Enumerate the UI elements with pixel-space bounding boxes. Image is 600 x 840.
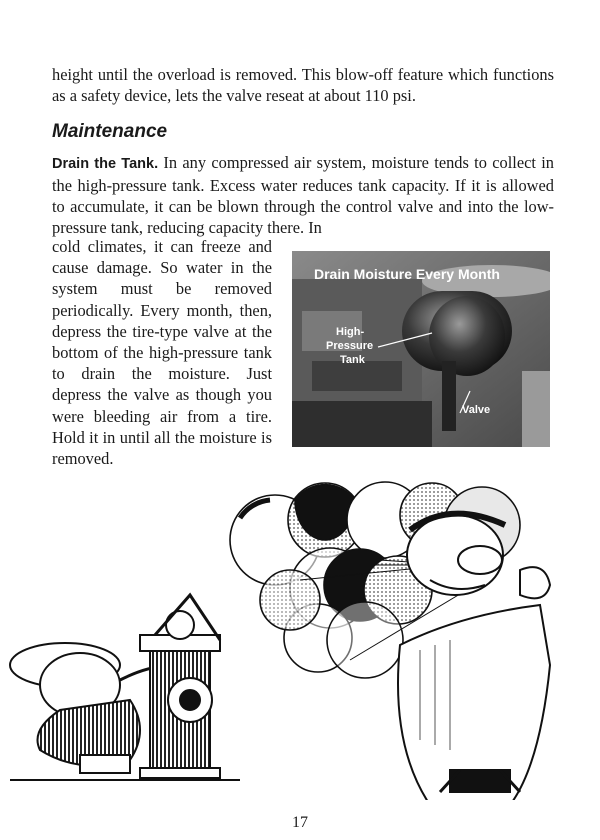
tank-photo-image: [292, 251, 550, 447]
photo-label-tank-1: High-: [336, 326, 365, 338]
photo-label-valve: Valve: [462, 404, 491, 416]
lead-in: Drain the Tank.: [52, 156, 159, 172]
photo-caption: Drain Moisture Every Month: [314, 266, 500, 282]
photo-label-tank-2: Pressure: [326, 340, 374, 352]
section-heading: Maintenance: [52, 121, 168, 142]
drain-text: In any compressed air system, moisture tends to collect in the high-pressure tank. Excess water reduces tank capacity. If it is allowed to accumulate, it can be blown through the control valve and into the low-pressure tank, reducing capacity there. In: [52, 153, 554, 237]
intro-paragraph: height until the overload is removed. This blow-off feature which functions as a safety device, lets the valve reseat at about 110 psi.: [52, 65, 554, 105]
fire-hydrant: [140, 595, 220, 778]
tank-photo: [292, 251, 550, 447]
page-number: 17: [292, 814, 308, 831]
man-figure: [398, 514, 550, 800]
drain-paragraph: [52, 152, 554, 238]
drain-paragraph-continued: cold climates, it can freeze and cause damage. So water in the system must be removed periodically. Every month, then, depress the tire-type valve at the bottom of the high-pressure tank to drain the moisture. Just depress the valve as though you were bleeding air from a tire. Hold it in until all the moisture is removed.: [52, 237, 272, 469]
cartoon-illustration: [0, 470, 600, 800]
photo-label-tank-3: Tank: [340, 354, 365, 366]
